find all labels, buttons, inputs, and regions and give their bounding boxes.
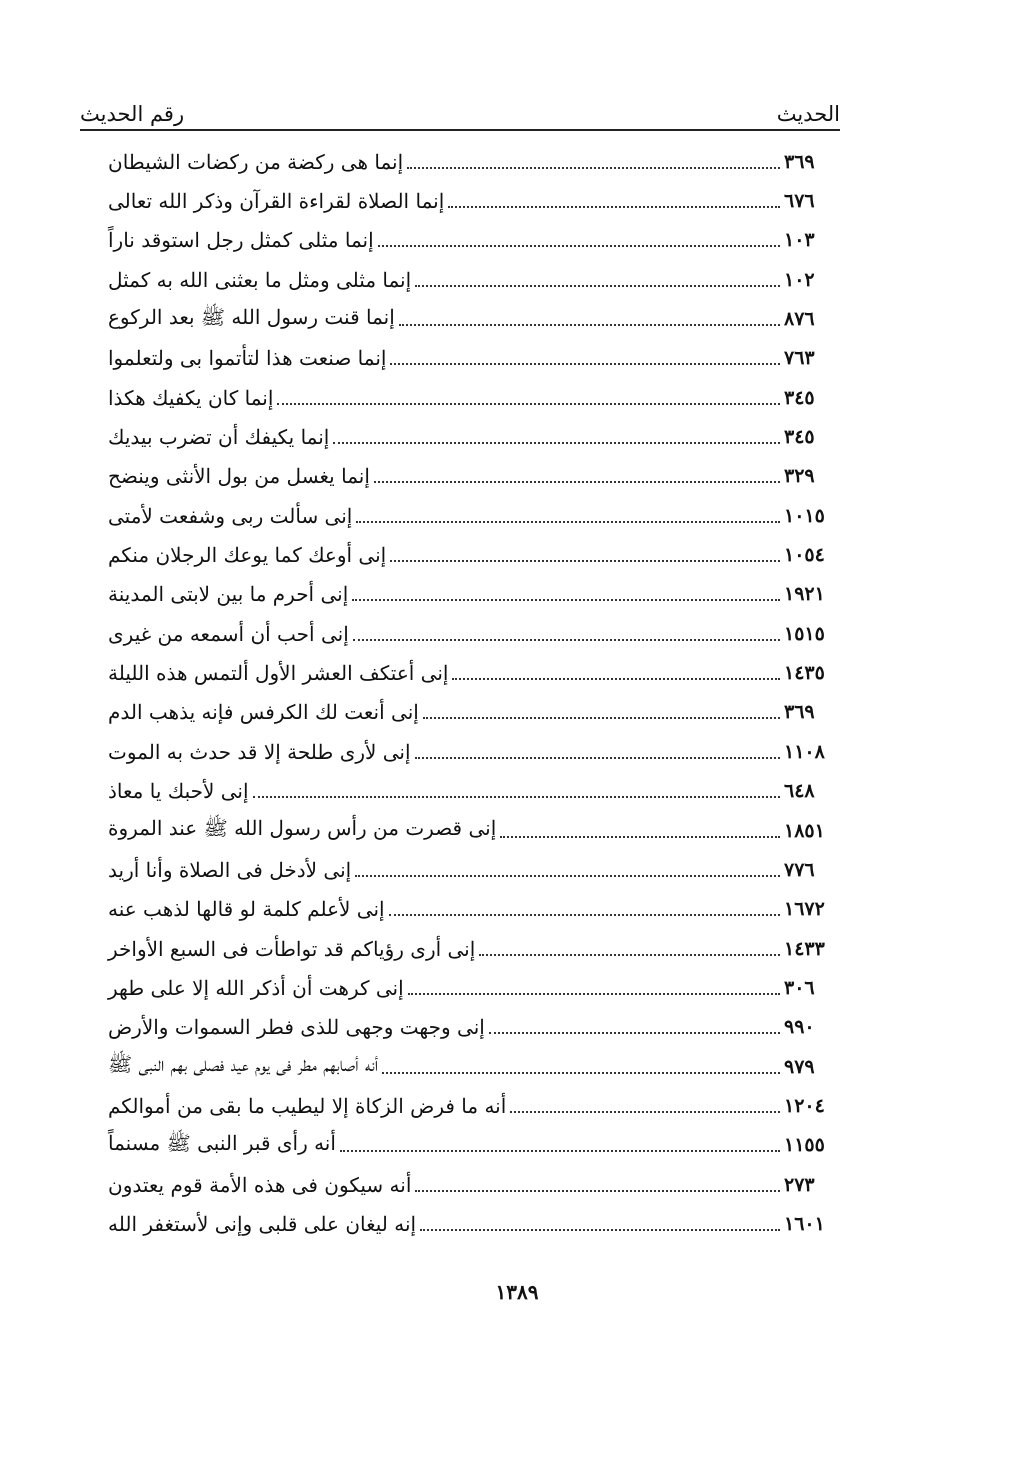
entry-number: ٣٠٦: [784, 976, 815, 999]
dot-leader: [408, 993, 780, 995]
entry-number: ١٠٢: [784, 268, 815, 291]
dot-leader: [374, 481, 780, 483]
entry-text: إنى سألت ربى وشفعت لأمتى: [108, 503, 353, 528]
entry-number: ٣٦٩: [784, 150, 815, 173]
dot-leader: [448, 206, 780, 208]
entry-number: ١١٥٥: [784, 1134, 825, 1157]
entry-number: ١٠٣: [784, 229, 815, 252]
dot-leader: [253, 796, 780, 798]
dot-leader: [415, 285, 780, 287]
entry-number: ٣٤٥: [784, 426, 815, 449]
dot-leader: [479, 954, 780, 956]
entry-text: إنى أعتكف العشر الأول ألتمس هذه الليلة: [108, 661, 449, 686]
entry-text: إنى أحرم ما بين لابتى المدينة: [108, 582, 349, 607]
entry-text: إنى لأرى طلحة إلا قد حدث به الموت: [108, 739, 411, 764]
index-entry: [100, 693, 866, 732]
entry-text: إنما الصلاة لقراءة القرآن وذكر الله تعالى: [108, 189, 445, 214]
index-entry: [100, 299, 866, 338]
entry-number: ١٨٥١: [784, 819, 825, 842]
entry-number: ١٠٥٤: [784, 544, 825, 567]
entry-text: إنما يكيفك أن تضرب بيديك: [108, 425, 330, 450]
entry-text: إنى لأحبك يا معاذ: [108, 779, 249, 804]
entry-number: ٧٧٦: [784, 858, 815, 881]
entry-text: إنى أنعت لك الكرفس فإنه يذهب الدم: [108, 700, 419, 725]
index-entry: [100, 929, 866, 968]
dot-leader: [423, 717, 780, 719]
entry-text: إنى قصرت من رأس رسول الله ﷺ عند المروة: [108, 816, 497, 841]
entry-text: أنه أصابهم مطر فى يوم عيد فصلى بهم النبى ﷺ: [108, 1052, 379, 1077]
entry-number: ١٤٣٣: [784, 937, 825, 960]
dot-leader: [390, 363, 780, 365]
entry-text: إنه ليغان على قلبى وإنى لأستغفر الله: [108, 1211, 417, 1236]
dot-leader: [389, 914, 780, 916]
header-number-label: رقم الحديث: [80, 102, 185, 126]
dot-leader: [340, 1150, 780, 1152]
entry-number: ٣٤٥: [784, 386, 815, 409]
entry-number: ٩٧٩: [784, 1055, 815, 1078]
index-entry: [100, 1126, 866, 1165]
entry-text: إنما صنعت هذا لتأتموا بى ولتعلموا: [108, 346, 387, 371]
dot-leader: [415, 1190, 780, 1192]
entry-text: إنى لأدخل فى الصلاة وأنا أريد: [108, 857, 352, 882]
dot-leader: [452, 678, 780, 680]
entry-number: ١١٠٨: [784, 740, 825, 763]
page-number: ١٣٨٩: [495, 1280, 539, 1304]
index-entry: [100, 968, 866, 1007]
index-entry: [100, 575, 866, 614]
index-entry: [100, 811, 866, 850]
dot-leader: [415, 757, 780, 759]
dot-leader: [352, 599, 780, 601]
index-entry: [100, 417, 866, 456]
index-entry: [100, 772, 866, 811]
header-hadith-label: الحديث: [776, 102, 840, 126]
page-header: [80, 86, 840, 126]
index-entry: [100, 850, 866, 889]
index-entry: [100, 653, 866, 692]
index-entry: [100, 221, 866, 260]
dot-leader: [378, 245, 780, 247]
index-entry: [100, 142, 866, 181]
index-entry: [100, 378, 866, 417]
entry-text: إنى كرهت أن أذكر الله إلا على طهر: [108, 975, 404, 1000]
header-rule: [80, 129, 840, 131]
entry-number: ٦٤٨: [784, 780, 815, 803]
entry-number: ٨٧٦: [784, 308, 815, 331]
index-entry: [100, 1165, 866, 1204]
index-entry: [100, 535, 866, 574]
index-entry: [100, 614, 866, 653]
entry-number: ١٦٧٢: [784, 898, 825, 921]
index-entry: [100, 890, 866, 929]
index-entry: [100, 260, 866, 299]
index-entry: [100, 1086, 866, 1125]
entry-text: إنما يغسل من بول الأنثى وينضح: [108, 464, 370, 489]
dot-leader: [510, 1111, 780, 1113]
dot-leader: [489, 1032, 780, 1034]
dot-leader: [399, 324, 780, 326]
entry-text: أنه سيكون فى هذه الأمة قوم يعتدون: [108, 1172, 412, 1197]
dot-leader: [500, 836, 780, 838]
index-entry: [100, 1008, 866, 1047]
entry-text: إنى أحب أن أسمعه من غيرى: [108, 621, 349, 646]
entry-text: إنما كان يكفيك هكذا: [108, 385, 274, 410]
entry-text: إنى لأعلم كلمة لو قالها لذهب عنه: [108, 897, 385, 922]
entry-number: ١٠١٥: [784, 504, 825, 527]
index-entry: [100, 1047, 866, 1086]
dot-leader: [277, 403, 780, 405]
entry-number: ١٦٠١: [784, 1212, 825, 1235]
entry-text: إنما مثلى كمثل رجل استوقد ناراً: [108, 228, 374, 253]
index-entry: [100, 496, 866, 535]
entry-text: إنما قنت رسول الله ﷺ بعد الركوع: [108, 304, 395, 329]
hadith-index-list: [100, 142, 866, 1244]
entry-text: أنه ما فرض الزكاة إلا ليطيب ما بقى من أموالكم: [108, 1093, 507, 1118]
index-entry: [100, 181, 866, 220]
entry-number: ١٢٠٤: [784, 1094, 825, 1117]
entry-number: ٢٧٣: [784, 1173, 815, 1196]
entry-text: إنى وجهت وجهى للذى فطر السموات والأرض: [108, 1015, 485, 1040]
entry-text: إنما هى ركضة من ركضات الشيطان: [108, 149, 404, 174]
dot-leader: [382, 1072, 780, 1074]
index-entry: [100, 1204, 866, 1243]
dot-leader: [390, 560, 780, 562]
index-entry: [100, 339, 866, 378]
index-entry: [100, 732, 866, 771]
dot-leader: [356, 521, 780, 523]
dot-leader: [407, 167, 780, 169]
entry-number: ٣٢٩: [784, 465, 815, 488]
dot-leader: [353, 639, 780, 641]
dot-leader: [333, 442, 780, 444]
entry-number: ١٥١٥: [784, 622, 825, 645]
entry-text: إنى أرى رؤياكم قد تواطأت فى السبع الأواخر: [108, 936, 476, 961]
entry-text: إنى أوعك كما يوعك الرجلان منكم: [108, 543, 387, 568]
entry-number: ١٤٣٥: [784, 662, 825, 685]
entry-number: ١٩٢١: [784, 583, 825, 606]
entry-text: أنه رأى قبر النبى ﷺ مسنماً: [108, 1130, 336, 1155]
entry-number: ٣٦٩: [784, 701, 815, 724]
entry-number: ٦٧٦: [784, 190, 815, 213]
dot-leader: [420, 1229, 780, 1231]
entry-number: ٩٩٠: [784, 1016, 815, 1039]
dot-leader: [355, 875, 780, 877]
entry-text: إنما مثلى ومثل ما بعثنى الله به كمثل: [108, 267, 412, 292]
index-entry: [100, 457, 866, 496]
entry-number: ٧٦٣: [784, 347, 815, 370]
